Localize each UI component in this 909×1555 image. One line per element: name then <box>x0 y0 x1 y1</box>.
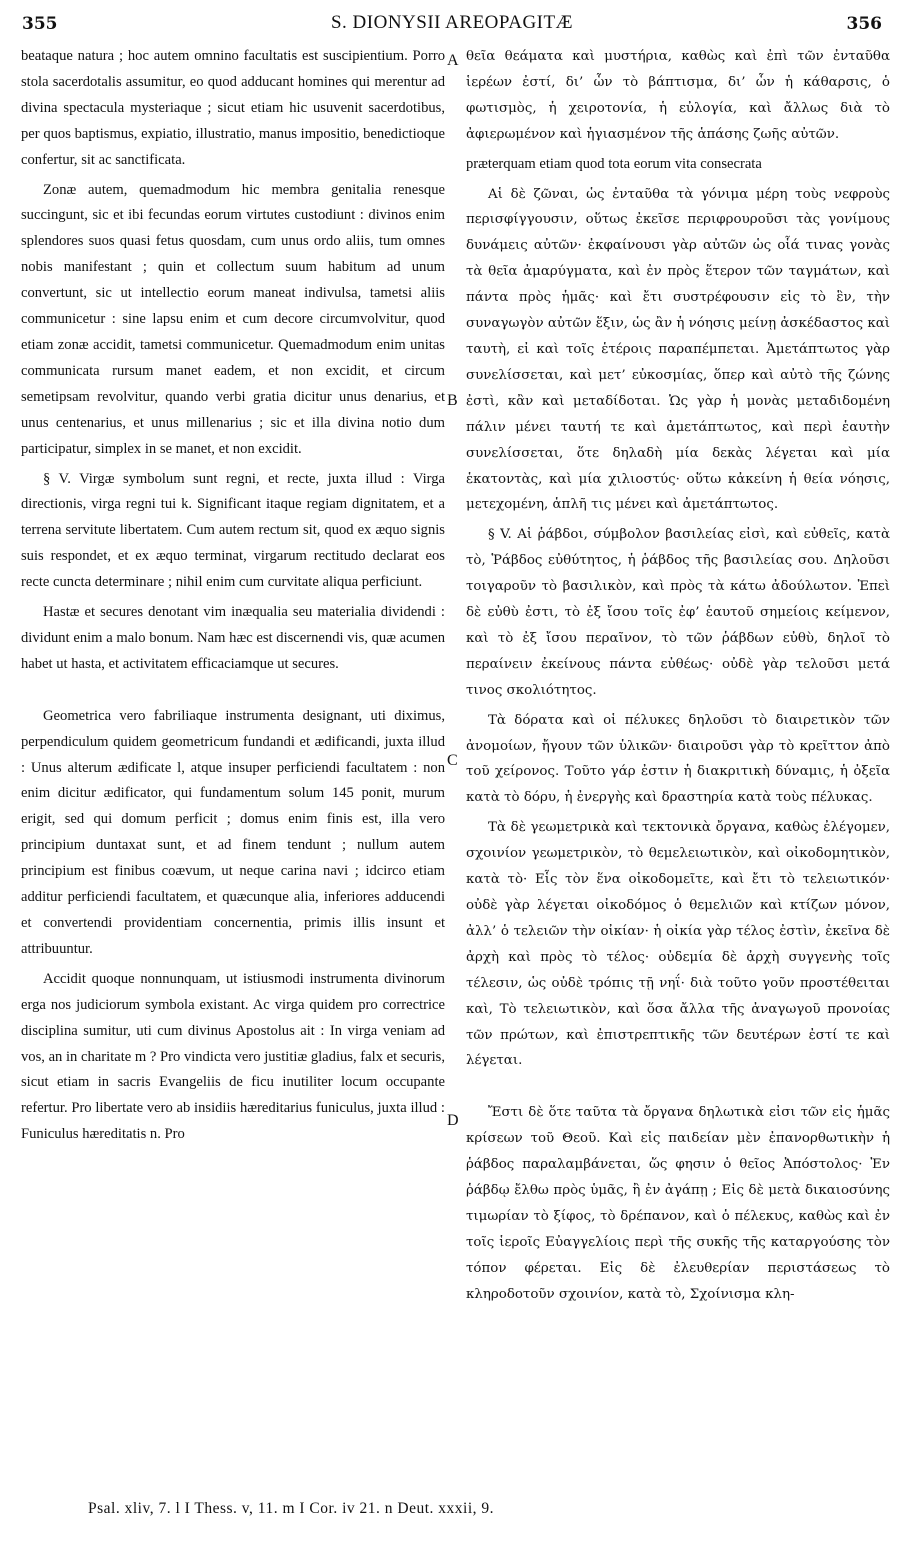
margin-marker-c: C <box>447 752 458 769</box>
latin-paragraph: Zonæ autem, quemadmodum hic membra genitalia renesque succingunt, sic et ibi fecundas eorum virtutes custodiunt : divinos enim splendores suos quasi fetus quosdam, cum unus ordo aliis, tum omnes nobis manifestant ; quin et collectum suum habitum ad unum convertunt, sic ut intellectio eorum maneat indivulsa, tametsi aliis communicetur : sine lapsu enim et cum decore circumvolvitur, quod etiam zonæ accidit, tametsi communicetur. Quemadmodum enim unitas communicata rursum manet eadem, et non excidit, et circum semetipsam revolvitur, quando verbi gratia dicitur unus denarius, et unus centenarius, et unus millenarius ; sic et illa divina notio dum participatur, simplex in se manet, et non excidit. <box>21 181 445 457</box>
page-number-left: 355 <box>22 14 58 34</box>
greek-paragraph: § V. Αἱ ῥάβδοι, σύμβολον βασιλείας εἰσὶ, καὶ εὐθεῖς, κατὰ τὸ, Ῥάβδος εὐθύτητος, ἡ ῥάβδος τῆς βασιλείας σου. Δηλοῦσι τοιγαροῦν τὸ βασιλικὸν, καὶ πρὸς τὰ κάτω ἀδούλωτον. Ἐπεὶ δὲ εὐθὺ ἐστι, τὸ ἐξ ἴσου τοῖς ἐφ’ ἑαυτοῦ σημείοις κείμενον, καὶ τὸ ἐξ ἴσου περαῖνον, τὸ τῶν ῥάβδων εὐθὺ, δηλοῖ τὸ περαίνειν ἐκείνους πάντα εὐθέως· οὐδὲ γὰρ τελοῦσι μετά τινος σκολιότητος. <box>466 527 890 698</box>
greek-paragraph: θεῖα θεάματα καὶ μυστήρια, καθὼς καὶ ἐπὶ τῶν ἐνταῦθα ἱερέων ἐστί, δι’ ὧν τὸ βάπτισμα, δι’ ὧν ἡ κάθαρσις, ὁ φωτισμὸς, ἡ χειροτονία, ἡ εὐλογία, καὶ ἄλλως διὰ τὸ ἀφιερωμένον καὶ ἡγιασμένον τῆς ἁπάσης ζωῆς αὐτῶν. <box>466 49 890 142</box>
latin-paragraph: § V. Virgæ symbolum sunt regni, et recte, juxta illud : Virga directionis, virga regni tui k. Significant itaque regiam dignitatem, et a terrena servitute libertatem. Cum autem rectum sit, quod ex æquo signis suis respondet, et ex æquo terminat, virgarum rectitudo declarat eos recte cuncta determinare ; nihil enim cum curvitate aliqua perficiunt. <box>21 470 445 591</box>
page-number-right: 356 <box>846 14 882 34</box>
margin-marker-d: D <box>447 1112 459 1129</box>
greek-paragraph: Τὰ δόρατα καὶ οἱ πέλυκες δηλοῦσι τὸ διαιρετικὸν τῶν ἀνομοίων, ἤγουν τῶν ὑλικῶν· διαιροῦσι γὰρ τὸ κρεῖττον ἀπὸ τοῦ χείρονος. Τοῦτο γάρ ἐστιν ἡ διακριτικὴ δύναμις, ἡ ὀξεῖα κατὰ τὸ δόρυ, ἡ ἐνεργὴς καὶ δραστηρία κατὰ τοὺς πέλυκας. <box>466 712 890 806</box>
running-title: S. DIONYSII AREOPAGITÆ <box>330 12 573 33</box>
footnote-line: Psal. xliv, 7. l I Thess. v, 11. m I Cor. iv 21. n Deut. xxxii, 9. <box>88 1500 494 1517</box>
latin-paragraph: beataque natura ; hoc autem omnino facultatis est suscipientium. Porro stola sacerdotalis assumitur, eo quod adducant homines qui merentur ad divina spectacula mysteriaque ; sicut etiam hic usuvenit sacerdotibus, per quos baptismus, expiatio, illustratio, manus impositio, benedictioque confertur, sit ac sanctificata. <box>21 48 445 168</box>
latin-paragraph: Hastæ et secures denotant vim inæqualia seu materialia dividendi : dividunt enim a malo bonum. Nam hæc est discernendi vis, quæ acumen habet ut hasta, et activitatem efficaciamque ut secures. <box>21 604 445 672</box>
latin-paragraph: Geometrica vero fabriliaque instrumenta designant, uti diximus, perpendiculum quidem geometricum fundandi et ædificandi, juxta illud : Unus alterum ædificate l, atque insuper perficiendi facultatem : non enim dicitur ædificator, qui fundamentum solum 145 ponit, murum erigit, sed qui domum perficit ; domus enim finis est, illa vero principium duntaxat sunt, et ad finem tendunt ; nullum autem principium est finibus coævum, ut neque carina navi ; idcirco etiam additur perficiendi facultatem, et quæcunque alia, inferiores adducendi et convertendi providentiam concernentia, primis illis insunt et attribuuntur. <box>21 707 445 957</box>
greek-paragraph: Τὰ δὲ γεωμετρικὰ καὶ τεκτονικὰ ὄργανα, καθὼς ἐλέγομεν, σχοινίον γεωμετρικὸν, τὸ θεμελειωτικὸν, καὶ οἰκοδομητικὸν, κατὰ τὸ· Εἷς τὸν ἕνα οἰκοδομεῖτε, καὶ ἔτι τὸ τελειωτικόν· οὐδὲ γὰρ λέγεται οἰκοδόμος ὁ θεμελιῶν καὶ κτίζων μόνον, ἀλλ’ ὁ τελειῶν τὴν οἰκίαν· ἡ οἰκία γὰρ τέλος ἐστὶν, ἐκεῖνα δὲ ἀρχὴ καὶ πρὸς τὸ τέλος· οὐδεμία δὲ ἀρχὴ συγγενὴς τοῖς τέλεσιν, ὡς οὐδὲ τρόπις τῇ νηΐ· διὰ τοῦτο γοῦν προστέθειται καὶ, Τὸ τελειωτικὸν, καὶ ὅσα ἄλλα τῆς ἀναγωγοῦ προνοίας τῶν πρώτων, καὶ ἐπιστρεπτικῆς τῶν δευτέρων ἐστί τε καὶ λέγεται. <box>466 820 890 1069</box>
page-header <box>22 8 882 40</box>
latin-continuation: præterquam etiam quod tota eorum vita consecrata <box>466 155 762 172</box>
margin-marker-b: B <box>447 392 458 409</box>
greek-paragraph: Ἔστι δὲ ὅτε ταῦτα τὰ ὄργανα δηλωτικὰ εἰσι τῶν εἰς ἡμᾶς κρίσεων τοῦ Θεοῦ. Καὶ εἰς παιδείαν μὲν ἐπανορθωτικὴν ἡ ῥάβδος παραλαμβάνεται, ὥς φησιν ὁ θεῖος Ἀπόστολος· Ἐν ῥάβδῳ ἔλθω πρὸς ὑμᾶς, ἢ ἐν ἀγάπῃ ; Εἰς δὲ μετὰ δικαιοσύνης τιμωρίαν τὸ ξίφος, τὸ δρέπανον, καὶ ὁ πέλεκυς, καθὼς καὶ ἐν τοῖς ἱεροῖς Εὐαγγελίοις περὶ τῆς συκῆς τῆς καταργούσης τὸν τόπον φέρεται. Εἰς δὲ ἐλευθερίαν περιστάσεως τὸ κληροδοτοῦν σχοινίον, κατὰ τὸ, Σχοίνισμα κλη- <box>466 1105 890 1302</box>
greek-paragraph: Αἱ δὲ ζῶναι, ὡς ἐνταῦθα τὰ γόνιμα μέρη τοὺς νεφροὺς περισφίγγουσιν, οὕτως ἐκεῖσε περιφρουροῦσι τὰς γονίμους δυνάμεις αὐτῶν· ἐκφαίνουσι γὰρ αὐτῶν ὡς οἷά τινας γονὰς τὰ θεῖα ἀμαρύγματα, καὶ ἐν πρὸς ἕτερον τῶν ταγμάτων, καὶ πάντα πρὸς ἡμᾶς· καὶ ἔτι συστρέφουσιν εἰς τὸ ἓν, τὴν συναγωγὸν αὐτῶν ἕξιν, ὡς ἂν ἡ νόησις μείνῃ ἀσκέδαστος καὶ ταυτὴ, εἰ καὶ τοῖς ἑτέροις παραπέμπεται. Ἀμετάπτωτος γὰρ συνελίσσεται, καὶ μετ’ εὐκοσμίας, ὅπερ καὶ αὐτὸ τῆς ζώνης ἐστὶ, κἂν καὶ μεταδίδοται. Ὡς γὰρ ἡ μονὰς μεταδιδομένη πάλιν μένει ταυτή τε καὶ ἀμετάπτωτος, καὶ περὶ ἑαυτὴν συνελίσσεται, ὅτε δηλαδὴ μία δεκὰς λέγεται καὶ μία ἑκατοντὰς, καὶ μία χιλιοστύς· οὕτω κἀκείνη ἡ θεία νόησις, μετεχομένη, ἁπλῆ τις μένει καὶ ἀμετάπτωτος. <box>466 186 890 513</box>
greek-column <box>466 44 890 1312</box>
latin-paragraph: Accidit quoque nonnunquam, ut istiusmodi instrumenta divinorum erga nos judiciorum symbola existant. Ac virga quidem pro correctrice disciplina sumitur, uti cum divinus Apostolus ait : In virga veniam ad vos, an in charitate m ? Pro vindicta vero justitiæ gladius, falx et securis, sicut etiam in sacris Evangeliis de ficu inutiliter locum occupante refertur. Pro libertate vero ab insidiis hæreditarius funiculus, juxta illud : Funiculus hæreditatis n. Pro <box>21 970 445 1143</box>
latin-column <box>21 44 445 1152</box>
margin-marker-a: A <box>447 52 459 69</box>
